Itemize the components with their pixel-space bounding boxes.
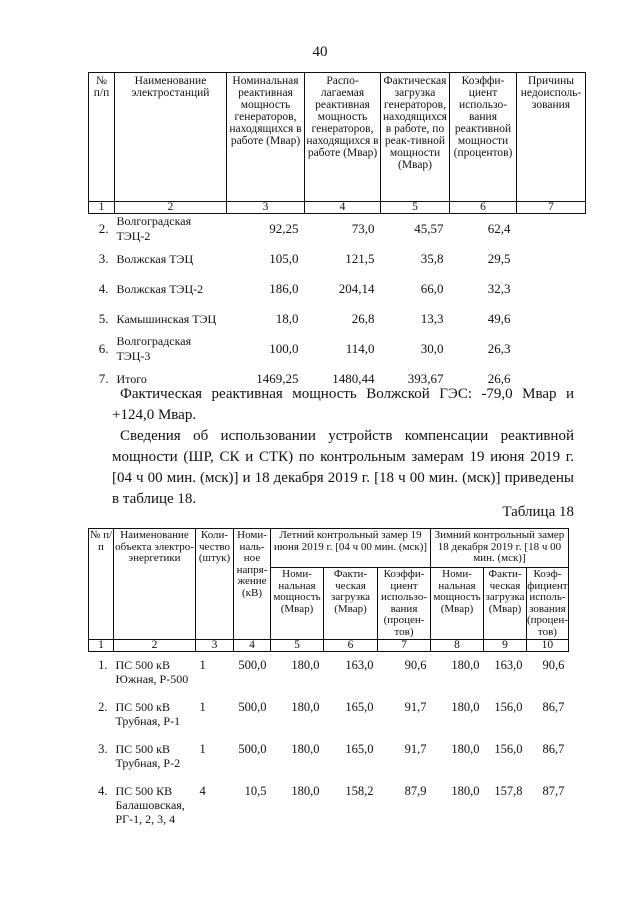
col-number: 1 (89, 202, 115, 214)
table-18-compensation-devices (88, 528, 569, 826)
header-winter-nominal: Номи-нальная мощность (Мвар) (431, 568, 484, 640)
quantity-value: 4 (199, 784, 206, 798)
object-name: ПС 500 кВ Трубная, Р-2 (115, 742, 181, 770)
table-row (89, 334, 586, 364)
table-row (89, 652, 569, 695)
summer-actual-value: 165,0 (345, 742, 374, 756)
header-nominal-power: Номинальная реактивная мощность генераторов, находящихся в работе (Мвар) (227, 73, 305, 202)
col-number: 1 (89, 640, 114, 652)
nominal-value: 100,0 (269, 341, 299, 356)
row-number: 4. (98, 784, 108, 798)
voltage-value: 500,0 (238, 742, 267, 756)
summer-actual-value: 163,0 (345, 658, 374, 672)
winter-coefficient-value: 90,6 (542, 658, 565, 672)
row-number: 2. (98, 700, 108, 714)
actual-value: 30,0 (420, 341, 444, 356)
table-row (89, 274, 586, 304)
table-17-reactive-power-plants (88, 72, 586, 394)
col-number: 10 (527, 640, 569, 652)
summer-nominal-value: 180,0 (291, 658, 320, 672)
coefficient-value: 26,3 (487, 341, 511, 356)
row-number: 2. (98, 221, 109, 236)
coefficient-value: 32,3 (487, 281, 511, 296)
table-header-row (89, 73, 586, 202)
summer-coefficient-value: 87,9 (404, 784, 427, 798)
plant-name: Итого (116, 371, 147, 386)
header-num: № п/п (89, 73, 115, 202)
col-number: 5 (381, 202, 450, 214)
header-summer-coefficient: Коэффи-циент использо-вания (процен-тов) (378, 568, 431, 640)
header-summer-nominal: Номи-нальная мощность (Мвар) (271, 568, 324, 640)
header-num: № п/п (89, 529, 114, 640)
header-utilization: Коэффи-циент использо-вания реактивной мощности (процентов) (450, 73, 517, 202)
col-number: 2 (115, 202, 227, 214)
actual-value: 35,8 (420, 251, 444, 266)
actual-value: 45,57 (414, 221, 444, 236)
actual-value: 393,67 (407, 371, 444, 386)
available-value: 114,0 (345, 341, 375, 356)
winter-coefficient-value: 86,7 (542, 742, 565, 756)
plant-name: Камышинская ТЭЦ (116, 311, 217, 326)
header-reasons: Причины недоисполь-зования (517, 73, 586, 202)
winter-nominal-value: 180,0 (451, 700, 480, 714)
plant-name: Волжская ТЭЦ-2 (116, 281, 204, 296)
header-winter-measurement: Зимний контрольный замер 18 декабря 2019 г. [18 ч 00 мин. (мск)] (431, 529, 569, 568)
header-actual-load: Фактическая загрузка генераторов, находящихся в работе, по реак-тивной мощности (Мвар) (381, 73, 450, 202)
table-row (89, 214, 586, 245)
winter-actual-value: 156,0 (494, 742, 523, 756)
coefficient-value: 29,5 (487, 251, 511, 266)
winter-nominal-value: 180,0 (451, 742, 480, 756)
col-number: 9 (484, 640, 527, 652)
row-number: 6. (98, 341, 109, 356)
summer-coefficient-value: 91,7 (404, 742, 427, 756)
nominal-value: 92,25 (269, 221, 299, 236)
column-number-row (89, 640, 569, 652)
actual-value: 13,3 (420, 311, 444, 326)
col-number: 6 (450, 202, 517, 214)
nominal-value: 18,0 (275, 311, 299, 326)
table-row (89, 694, 569, 736)
col-number: 6 (324, 640, 378, 652)
col-number: 4 (234, 640, 271, 652)
table-18-label: Таблица 18 (502, 504, 574, 520)
available-value: 121,5 (345, 251, 375, 266)
col-number: 3 (196, 640, 234, 652)
available-value: 26,8 (351, 311, 375, 326)
object-name: ПС 500 кВ Южная, Р-500 (115, 658, 189, 686)
summer-coefficient-value: 90,6 (404, 658, 427, 672)
header-voltage: Номи-наль-ное напря-жение (кВ) (234, 529, 271, 640)
voltage-value: 500,0 (238, 700, 267, 714)
header-summer-measurement: Летний контрольный замер 19 июня 2019 г. [04 ч 00 мин. (мск)] (271, 529, 431, 568)
header-winter-coefficient: Коэф-фициент исполь-зования (процен-тов) (527, 568, 568, 638)
header-plant-name: Наименование электростанций (115, 73, 227, 202)
header-object-name: Наименование объекта электро-энергетики (114, 529, 196, 640)
table-row (89, 778, 569, 826)
summer-actual-value: 158,2 (345, 784, 374, 798)
object-name: ПС 500 КВ Балашовская, РГ-1, 2, 3, 4 (115, 784, 185, 826)
reason-value (517, 334, 586, 364)
header-quantity: Коли-чество (штук) (196, 529, 234, 640)
coefficient-value: 49,6 (487, 311, 511, 326)
voltage-value: 500,0 (238, 658, 267, 672)
quantity-value: 1 (199, 742, 206, 756)
quantity-value: 1 (199, 658, 206, 672)
row-number: 3. (98, 742, 108, 756)
table-header-row (89, 529, 569, 568)
col-number: 8 (431, 640, 484, 652)
page-number: 40 (312, 44, 328, 60)
row-number: 4. (98, 281, 109, 296)
table-row (89, 304, 586, 334)
header-summer-actual: Факти-ческая загрузка (Мвар) (324, 568, 378, 640)
header-available-power: Распо-лагаемая реактивная мощность генераторов, находящихся в работе (Мвар) (305, 73, 381, 202)
paragraph-volzhskaya-hpp: Фактическая реактивная мощность Волжской ГЭС: -79,0 Мвар и +124,0 Мвар. (112, 386, 574, 423)
winter-actual-value: 163,0 (494, 658, 523, 672)
header-winter-actual: Факти-ческая загрузка (Мвар) (484, 568, 527, 640)
col-number: 7 (378, 640, 431, 652)
row-number: 3. (98, 251, 109, 266)
summer-nominal-value: 180,0 (291, 784, 320, 798)
winter-coefficient-value: 86,7 (542, 700, 565, 714)
col-number: 4 (305, 202, 381, 214)
col-number: 3 (227, 202, 305, 214)
available-value: 73,0 (351, 221, 375, 236)
nominal-value: 105,0 (269, 251, 299, 266)
winter-actual-value: 156,0 (494, 700, 523, 714)
summer-coefficient-value: 91,7 (404, 700, 427, 714)
coefficient-value: 62,4 (487, 221, 511, 236)
plant-name: Волжская ТЭЦ (116, 251, 194, 266)
col-number: 5 (271, 640, 324, 652)
winter-nominal-value: 180,0 (451, 658, 480, 672)
summer-nominal-value: 180,0 (291, 742, 320, 756)
column-number-row (89, 202, 586, 214)
winter-coefficient-value: 87,7 (542, 784, 565, 798)
quantity-value: 1 (199, 700, 206, 714)
col-number: 7 (517, 202, 586, 214)
coefficient-value: 26,6 (487, 371, 511, 386)
plant-name: Волгоградская ТЭЦ-2 (116, 214, 192, 243)
table-row (89, 244, 586, 274)
summer-nominal-value: 180,0 (291, 700, 320, 714)
reason-value (517, 274, 586, 304)
row-number: 7. (98, 371, 109, 386)
summer-actual-value: 165,0 (345, 700, 374, 714)
row-number: 1. (98, 658, 108, 672)
object-name: ПС 500 кВ Трубная, Р-1 (115, 700, 181, 728)
winter-actual-value: 157,8 (494, 784, 523, 798)
reason-value (517, 214, 586, 245)
col-number: 2 (114, 640, 196, 652)
actual-value: 66,0 (420, 281, 444, 296)
nominal-value: 1469,25 (256, 371, 299, 386)
row-number: 5. (98, 311, 109, 326)
reason-value (517, 244, 586, 274)
winter-nominal-value: 180,0 (451, 784, 480, 798)
table-row (89, 736, 569, 778)
reason-value (517, 304, 586, 334)
plant-name: Волгоградская ТЭЦ-3 (116, 334, 192, 363)
voltage-value: 10,5 (244, 784, 267, 798)
nominal-value: 186,0 (269, 281, 299, 296)
available-value: 1480,44 (332, 371, 375, 386)
available-value: 204,14 (338, 281, 375, 296)
paragraph-compensation-devices: Сведения об использовании устройств компенсации реактивной мощности (ШР, СК и СТК) по контрольным замерам 19 июня 2019 г. [04 ч 00 мин. (мск)] и 18 декабря 2019 г. [18 ч 00 мин. (мск)] приведены в таблице 18. (112, 428, 574, 507)
